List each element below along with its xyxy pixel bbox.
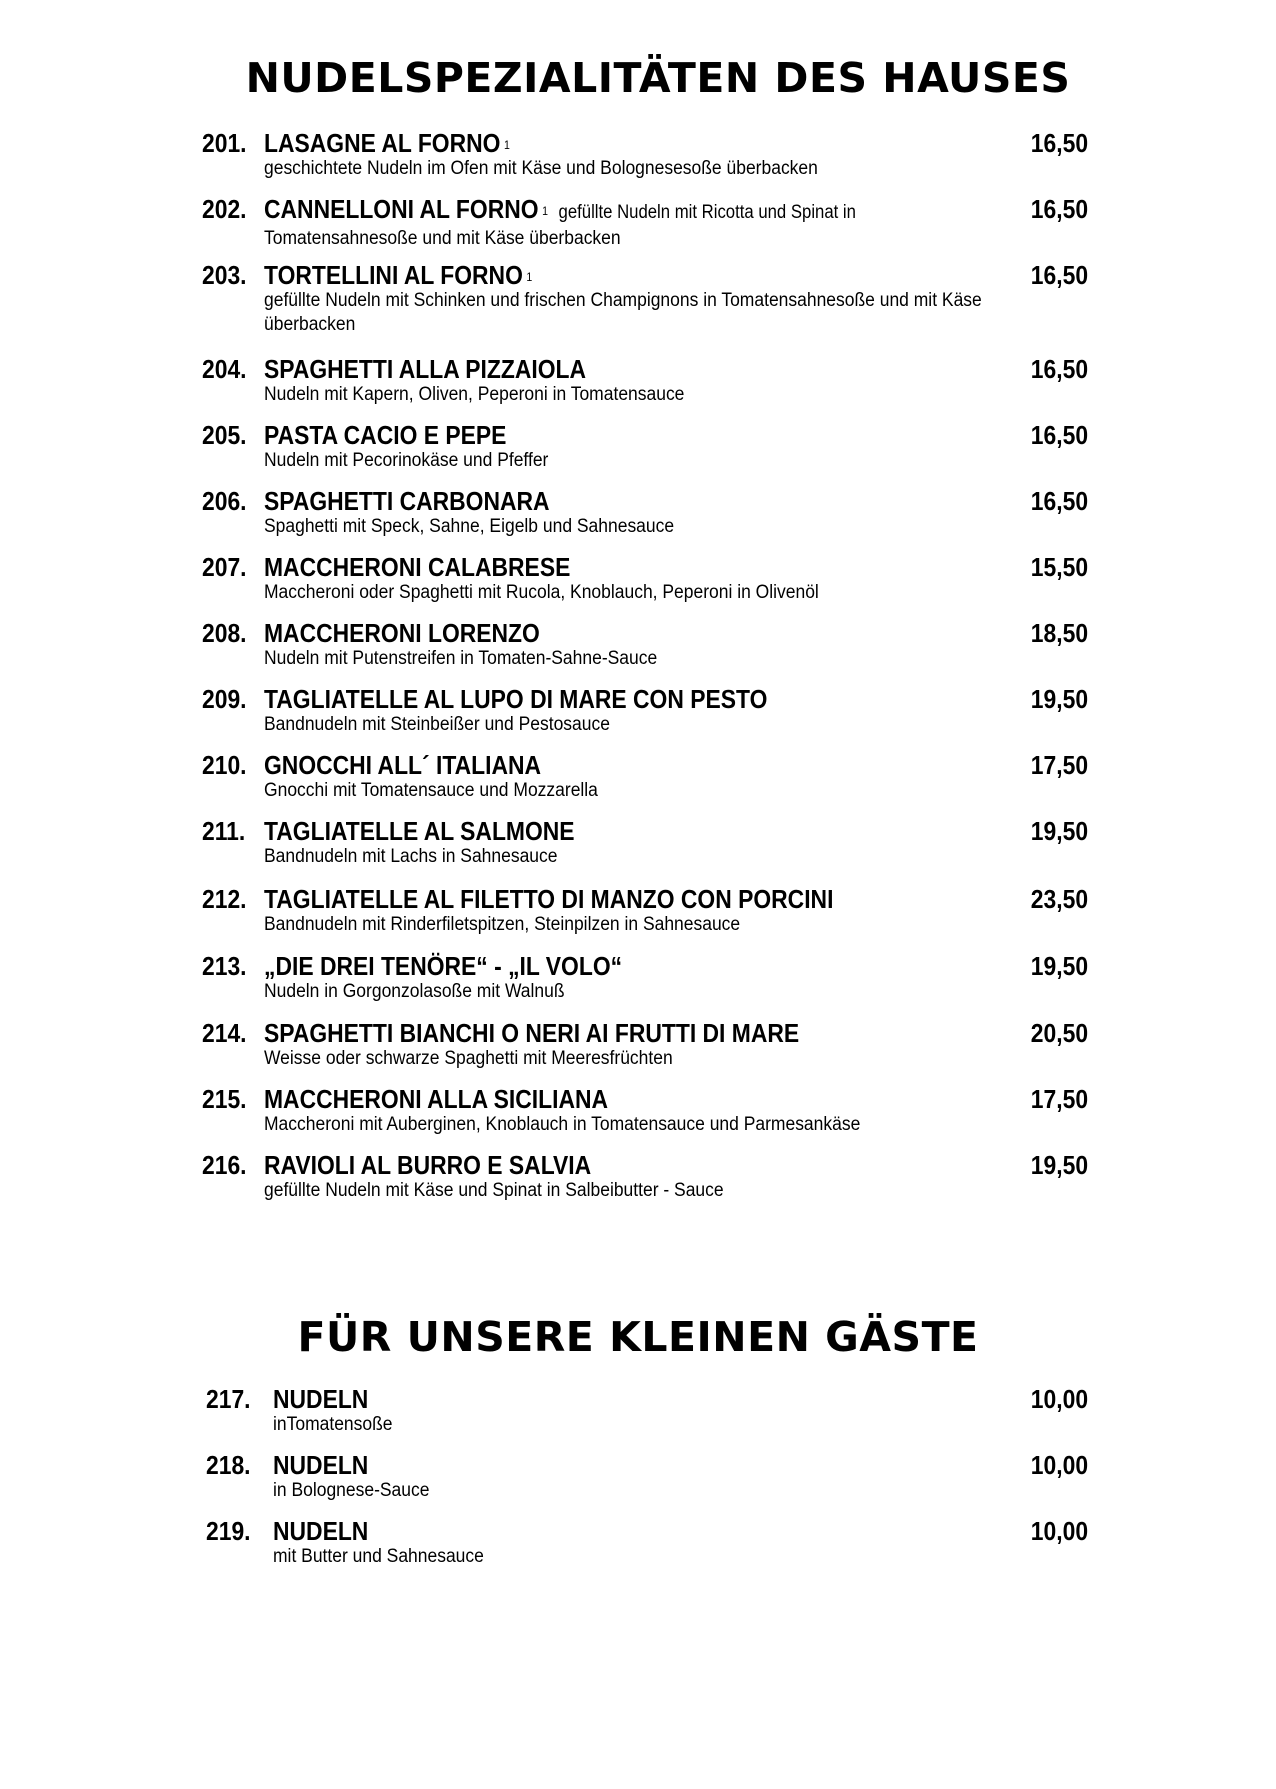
- item-price: 16,50: [1030, 260, 1088, 290]
- item-name: MACCHERONI ALLA SICILIANA: [264, 1084, 609, 1114]
- item-number: 205.: [202, 420, 247, 450]
- item-name-line: [264, 552, 570, 582]
- item-number: 215.: [202, 1084, 247, 1114]
- item-price: 16,50: [1030, 354, 1088, 384]
- item-body: [264, 486, 1004, 539]
- menu-item: [0, 194, 1276, 254]
- item-price: 10,00: [1030, 1384, 1088, 1414]
- menu-item: [0, 816, 1276, 876]
- item-name-line: [264, 420, 506, 450]
- item-description: inTomatensoße: [273, 1414, 393, 1435]
- item-price: 19,50: [1030, 951, 1088, 981]
- item-name: „DIE DREI TENÖRE“ - „IL VOLO“: [264, 951, 623, 981]
- item-description: Spaghetti mit Speck, Sahne, Eigelb und Sahnesauce: [264, 516, 675, 537]
- item-name: MACCHERONI LORENZO: [264, 618, 540, 648]
- item-body: [264, 816, 1004, 869]
- menu-item: [0, 684, 1276, 744]
- item-body: [264, 684, 1004, 737]
- item-body: [264, 884, 1004, 937]
- menu-item: [0, 618, 1276, 678]
- item-price: 16,50: [1030, 128, 1088, 158]
- item-name: NUDELN: [273, 1516, 369, 1546]
- menu-item: [0, 1516, 1276, 1576]
- item-name-line: [264, 194, 856, 228]
- item-description: Bandnudeln mit Lachs in Sahnesauce: [264, 846, 558, 867]
- item-name: TAGLIATELLE AL SALMONE: [264, 816, 575, 846]
- item-price: 16,50: [1030, 420, 1088, 450]
- item-price: 23,50: [1030, 884, 1088, 914]
- item-price: 19,50: [1030, 1150, 1088, 1180]
- item-description: Maccheroni mit Auberginen, Knoblauch in Tomatensauce und Parmesankäse: [264, 1114, 861, 1135]
- item-description: Nudeln in Gorgonzolasoße mit Walnuß: [264, 981, 565, 1002]
- item-name: RAVIOLI AL BURRO E SALVIA: [264, 1150, 592, 1180]
- menu-item: [0, 1384, 1276, 1444]
- item-number: 214.: [202, 1018, 247, 1048]
- item-description: Bandnudeln mit Steinbeißer und Pestosauce: [264, 714, 610, 735]
- item-body: [264, 128, 1004, 181]
- item-body: [264, 420, 1004, 473]
- item-description: Nudeln mit Kapern, Oliven, Peperoni in Tomatensauce: [264, 384, 685, 405]
- item-price: 20,50: [1030, 1018, 1088, 1048]
- item-number: 213.: [202, 951, 247, 981]
- item-description: Maccheroni oder Spaghetti mit Rucola, Knoblauch, Peperoni in Olivenöl: [264, 582, 819, 603]
- allergen-footnote: 1: [503, 138, 510, 152]
- item-body: [273, 1384, 1013, 1437]
- menu-item: [0, 750, 1276, 810]
- item-number: 210.: [202, 750, 247, 780]
- item-number: 211.: [202, 816, 246, 846]
- item-name-line: [264, 684, 767, 714]
- item-body: [273, 1516, 1013, 1569]
- item-name-line: [264, 750, 541, 780]
- item-number: 206.: [202, 486, 247, 516]
- menu-item: [0, 260, 1276, 335]
- item-price: 18,50: [1030, 618, 1088, 648]
- item-description: geschichtete Nudeln im Ofen mit Käse und Bolognesesoße überbacken: [264, 158, 818, 179]
- item-body: [264, 354, 1004, 407]
- item-inline-description: gefüllte Nudeln mit Ricotta und Spinat in: [558, 202, 856, 223]
- item-name: PASTA CACIO E PEPE: [264, 420, 507, 450]
- menu-item: [0, 951, 1276, 1011]
- item-name-line: [264, 1150, 591, 1180]
- allergen-footnote: 1: [526, 270, 533, 284]
- item-price: 16,50: [1030, 194, 1088, 224]
- menu-item: [0, 552, 1276, 612]
- menu-item: [0, 486, 1276, 546]
- menu-item: [0, 128, 1276, 188]
- item-name: SPAGHETTI BIANCHI O NERI AI FRUTTI DI MARE: [264, 1018, 800, 1048]
- item-number: 219.: [206, 1516, 251, 1546]
- item-name-line: [264, 816, 575, 846]
- item-number: 209.: [202, 684, 247, 714]
- item-name: NUDELN: [273, 1450, 369, 1480]
- section-title-pasta: NUDELSPEZIALITÄTEN DES HAUSES: [245, 54, 1071, 102]
- item-price: 15,50: [1030, 552, 1088, 582]
- item-body: [264, 1018, 1004, 1071]
- menu-item: [0, 1150, 1276, 1210]
- item-body: [264, 618, 1004, 671]
- section-title-kids: FÜR UNSERE KLEINEN GÄSTE: [297, 1313, 979, 1361]
- item-name: TAGLIATELLE AL FILETTO DI MANZO CON PORCINI: [264, 884, 834, 914]
- item-number: 208.: [202, 618, 247, 648]
- menu-item: [0, 1450, 1276, 1510]
- item-name-line: [264, 1018, 799, 1048]
- item-body: [264, 1084, 1004, 1137]
- item-number: 217.: [206, 1384, 251, 1414]
- item-price: 16,50: [1030, 486, 1088, 516]
- item-body: [264, 1150, 1004, 1203]
- item-number: 218.: [206, 1450, 251, 1480]
- item-number: 216.: [202, 1150, 247, 1180]
- item-name-line: [273, 1384, 368, 1414]
- item-body: [264, 260, 1004, 337]
- menu-item: [0, 1018, 1276, 1078]
- item-name: TORTELLINI AL FORNO: [264, 260, 523, 290]
- item-price: 19,50: [1030, 684, 1088, 714]
- item-name: LASAGNE AL FORNO: [264, 128, 501, 158]
- item-name-line: [264, 951, 622, 981]
- item-price: 10,00: [1030, 1450, 1088, 1480]
- item-body: [264, 750, 1004, 803]
- item-number: 202.: [202, 194, 247, 224]
- item-name: SPAGHETTI ALLA PIZZAIOLA: [264, 354, 586, 384]
- item-name-line: [273, 1450, 368, 1480]
- item-name-line: [273, 1516, 368, 1546]
- menu-item: [0, 1084, 1276, 1144]
- item-name: CANNELLONI AL FORNO: [264, 194, 539, 224]
- item-name-line: [264, 486, 550, 516]
- item-description: Tomatensahnesoße und mit Käse überbacken: [264, 228, 621, 249]
- item-name-line: [264, 1084, 608, 1114]
- item-number: 203.: [202, 260, 247, 290]
- item-body: [264, 951, 1004, 1004]
- allergen-footnote: 1: [542, 204, 548, 218]
- item-number: 212.: [202, 884, 247, 914]
- item-price: 10,00: [1030, 1516, 1088, 1546]
- item-number: 204.: [202, 354, 247, 384]
- menu-item: [0, 884, 1276, 944]
- item-body: [273, 1450, 1013, 1503]
- item-name: SPAGHETTI CARBONARA: [264, 486, 550, 516]
- item-price: 17,50: [1030, 750, 1088, 780]
- item-number: 207.: [202, 552, 247, 582]
- item-description: gefüllte Nudeln mit Schinken und frischen Champignons in Tomatensahnesoße und mit Käse überbacken: [264, 290, 982, 335]
- item-name: GNOCCHI ALL´ ITALIANA: [264, 750, 542, 780]
- menu-item: [0, 420, 1276, 480]
- item-name-line: [264, 884, 833, 914]
- item-price: 19,50: [1030, 816, 1088, 846]
- item-name-line: [264, 260, 532, 290]
- item-name-line: [264, 354, 586, 384]
- item-description: Nudeln mit Pecorinokäse und Pfeffer: [264, 450, 549, 471]
- menu-item: [0, 354, 1276, 414]
- item-body: [264, 552, 1004, 605]
- item-description: in Bolognese-Sauce: [273, 1480, 430, 1501]
- item-description: Nudeln mit Putenstreifen in Tomaten-Sahne-Sauce: [264, 648, 658, 669]
- item-price: 17,50: [1030, 1084, 1088, 1114]
- item-name: TAGLIATELLE AL LUPO DI MARE CON PESTO: [264, 684, 768, 714]
- item-description: Weisse oder schwarze Spaghetti mit Meeresfrüchten: [264, 1048, 673, 1069]
- item-name-line: [264, 128, 510, 158]
- item-number: 201.: [202, 128, 247, 158]
- item-description: Gnocchi mit Tomatensauce und Mozzarella: [264, 780, 598, 801]
- item-body: [264, 194, 1004, 251]
- item-description: Bandnudeln mit Rinderfiletspitzen, Steinpilzen in Sahnesauce: [264, 914, 741, 935]
- item-name: MACCHERONI CALABRESE: [264, 552, 571, 582]
- item-description: mit Butter und Sahnesauce: [273, 1546, 484, 1567]
- item-name-line: [264, 618, 540, 648]
- item-name: NUDELN: [273, 1384, 369, 1414]
- item-description: gefüllte Nudeln mit Käse und Spinat in Salbeibutter - Sauce: [264, 1180, 724, 1201]
